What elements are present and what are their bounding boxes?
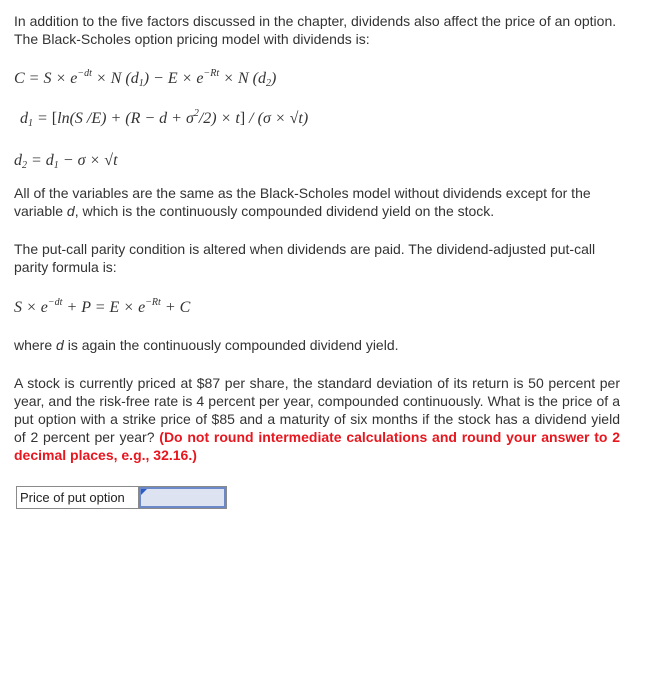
where-text: where d is again the continuously compounded dividend yield. bbox=[14, 337, 399, 353]
input-flag-icon bbox=[141, 489, 147, 495]
answer-row bbox=[16, 486, 227, 509]
variables-paragraph bbox=[14, 184, 620, 220]
d1-formula: $d_1 = [\ln(S$ $/E) + (R - d + \sigma^2/2) \times t] / (\sigma \times √t)$ bbox=[20, 108, 309, 129]
variables-text: All of the variables are the same as the Black-Scholes model without dividends except for the variable d, which is the continuously compounded dividend yield on the stock. bbox=[14, 185, 591, 219]
where-paragraph bbox=[14, 336, 620, 354]
answer-label: Price of put option bbox=[17, 487, 139, 508]
problem-text: A stock is currently priced at $87 per share, the standard deviation of its return is 50 percent per year, and the risk-free rate is 4 percent per year, compounded continuously. What is the price of a put option with a strike price of $85 and a maturity of six months if the stock has a dividend yield of 2 percent per year? bbox=[14, 375, 620, 445]
d2-formula: $d_2 = d_1 - \sigma \times √t$ bbox=[14, 152, 118, 171]
intro-paragraph: In addition to the five factors discussed in the chapter, dividends also affect the price of an option. The Black-Scholes option pricing model with dividends is: bbox=[14, 13, 617, 47]
call-formula: $C = S \times e^{-dt} \times N$ $(d_1) - E \times e^{-Rt} \times N$ $(d_2)$ bbox=[14, 68, 277, 89]
question-body bbox=[14, 12, 621, 463]
instruction-text: (Do not round intermediate calculations and round your answer to 2 decimal places, e.g., 32.16.) bbox=[14, 429, 621, 463]
problem-paragraph bbox=[14, 374, 620, 464]
parity-formula: $S \times e^{-dt} + P = E \times e^{-Rt} + C$ bbox=[14, 297, 191, 316]
parity-paragraph: The put-call parity condition is altered when dividends are paid. The dividend-adjusted put-call parity formula is: bbox=[14, 241, 596, 275]
put-price-input[interactable] bbox=[139, 487, 226, 508]
